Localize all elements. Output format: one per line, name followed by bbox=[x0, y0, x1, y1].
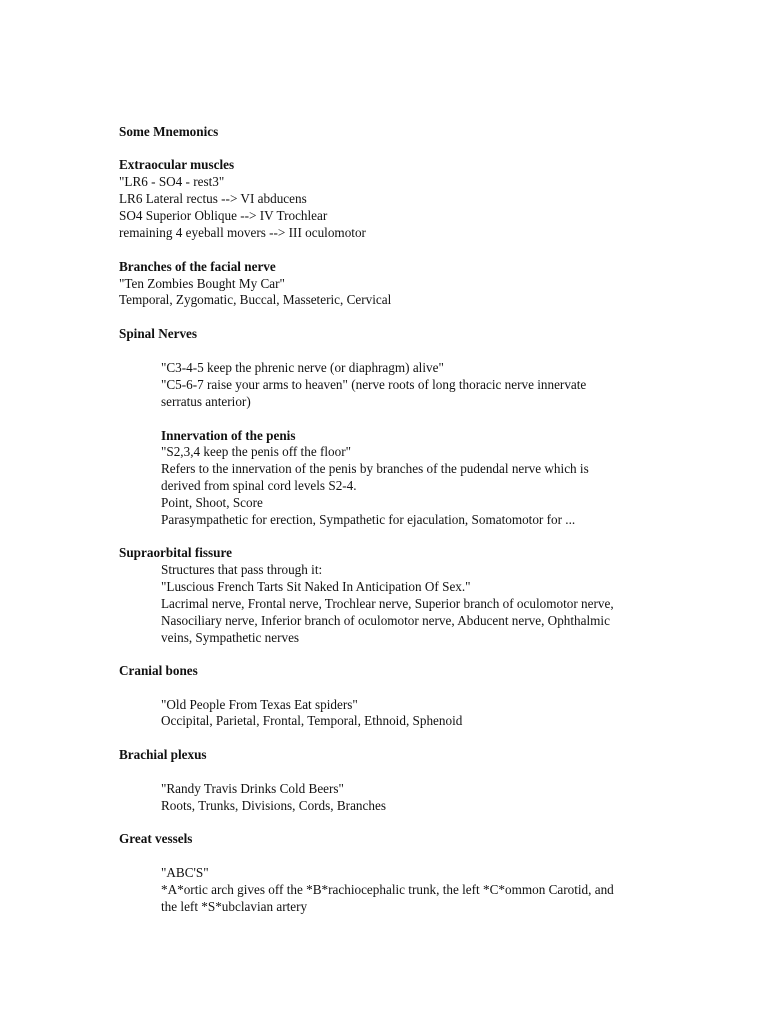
text-line: "Old People From Texas Eat spiders" bbox=[161, 697, 358, 712]
text-line: serratus anterior) bbox=[161, 394, 251, 409]
text-line: "C3-4-5 keep the phrenic nerve (or diaphragm) alive" bbox=[161, 360, 444, 375]
text-line: SO4 Superior Oblique --> IV Trochlear bbox=[119, 208, 328, 223]
text-line: Nasociliary nerve, Inferior branch of oculomotor nerve, Abducent nerve, Ophthalmic bbox=[161, 613, 610, 628]
section-heading-cranial: Cranial bones bbox=[119, 663, 198, 678]
text-line: veins, Sympathetic nerves bbox=[161, 630, 300, 645]
text-line: Lacrimal nerve, Frontal nerve, Trochlear nerve, Superior branch of oculomotor nerve, bbox=[161, 596, 614, 611]
text-line: Occipital, Parietal, Frontal, Temporal, Ethnoid, Sphenoid bbox=[161, 713, 463, 728]
section-heading-vessels: Great vessels bbox=[119, 831, 193, 846]
text-line: remaining 4 eyeball movers --> III oculomotor bbox=[119, 225, 366, 240]
section-heading-penis: Innervation of the penis bbox=[161, 428, 296, 443]
text-line: "Luscious French Tarts Sit Naked In Anticipation Of Sex." bbox=[161, 579, 471, 594]
section-heading-extraocular: Extraocular muscles bbox=[119, 157, 235, 172]
section-heading-brachial: Brachial plexus bbox=[119, 747, 207, 762]
text-line: "ABC'S" bbox=[161, 865, 209, 880]
text-line: derived from spinal cord levels S2-4. bbox=[161, 478, 357, 493]
text-line: Refers to the innervation of the penis by branches of the pudendal nerve which is bbox=[161, 461, 589, 476]
text-line: Roots, Trunks, Divisions, Cords, Branches bbox=[161, 798, 386, 813]
section-heading-supraorbital: Supraorbital fissure bbox=[119, 545, 232, 560]
text-line: Structures that pass through it: bbox=[161, 562, 323, 577]
section-heading-spinal: Spinal Nerves bbox=[119, 326, 198, 341]
text-line: the left *S*ubclavian artery bbox=[161, 899, 308, 914]
text-line: *A*ortic arch gives off the *B*rachiocephalic trunk, the left *C*ommon Carotid, and bbox=[161, 882, 614, 897]
text-line: Point, Shoot, Score bbox=[161, 495, 263, 510]
document-title: Some Mnemonics bbox=[119, 124, 219, 139]
section-heading-facial: Branches of the facial nerve bbox=[119, 259, 276, 274]
text-line: "C5-6-7 raise your arms to heaven" (nerve roots of long thoracic nerve innervate bbox=[161, 377, 587, 392]
text-line: LR6 Lateral rectus --> VI abducens bbox=[119, 191, 307, 206]
text-line: "S2,3,4 keep the penis off the floor" bbox=[161, 444, 351, 459]
text-line: Parasympathetic for erection, Sympathetic for ejaculation, Somatomotor for ... bbox=[161, 512, 576, 527]
text-line: "LR6 - SO4 - rest3" bbox=[119, 174, 225, 189]
text-line: Temporal, Zygomatic, Buccal, Masseteric, Cervical bbox=[119, 292, 392, 307]
text-line: "Randy Travis Drinks Cold Beers" bbox=[161, 781, 344, 796]
text-line: "Ten Zombies Bought My Car" bbox=[119, 276, 285, 291]
